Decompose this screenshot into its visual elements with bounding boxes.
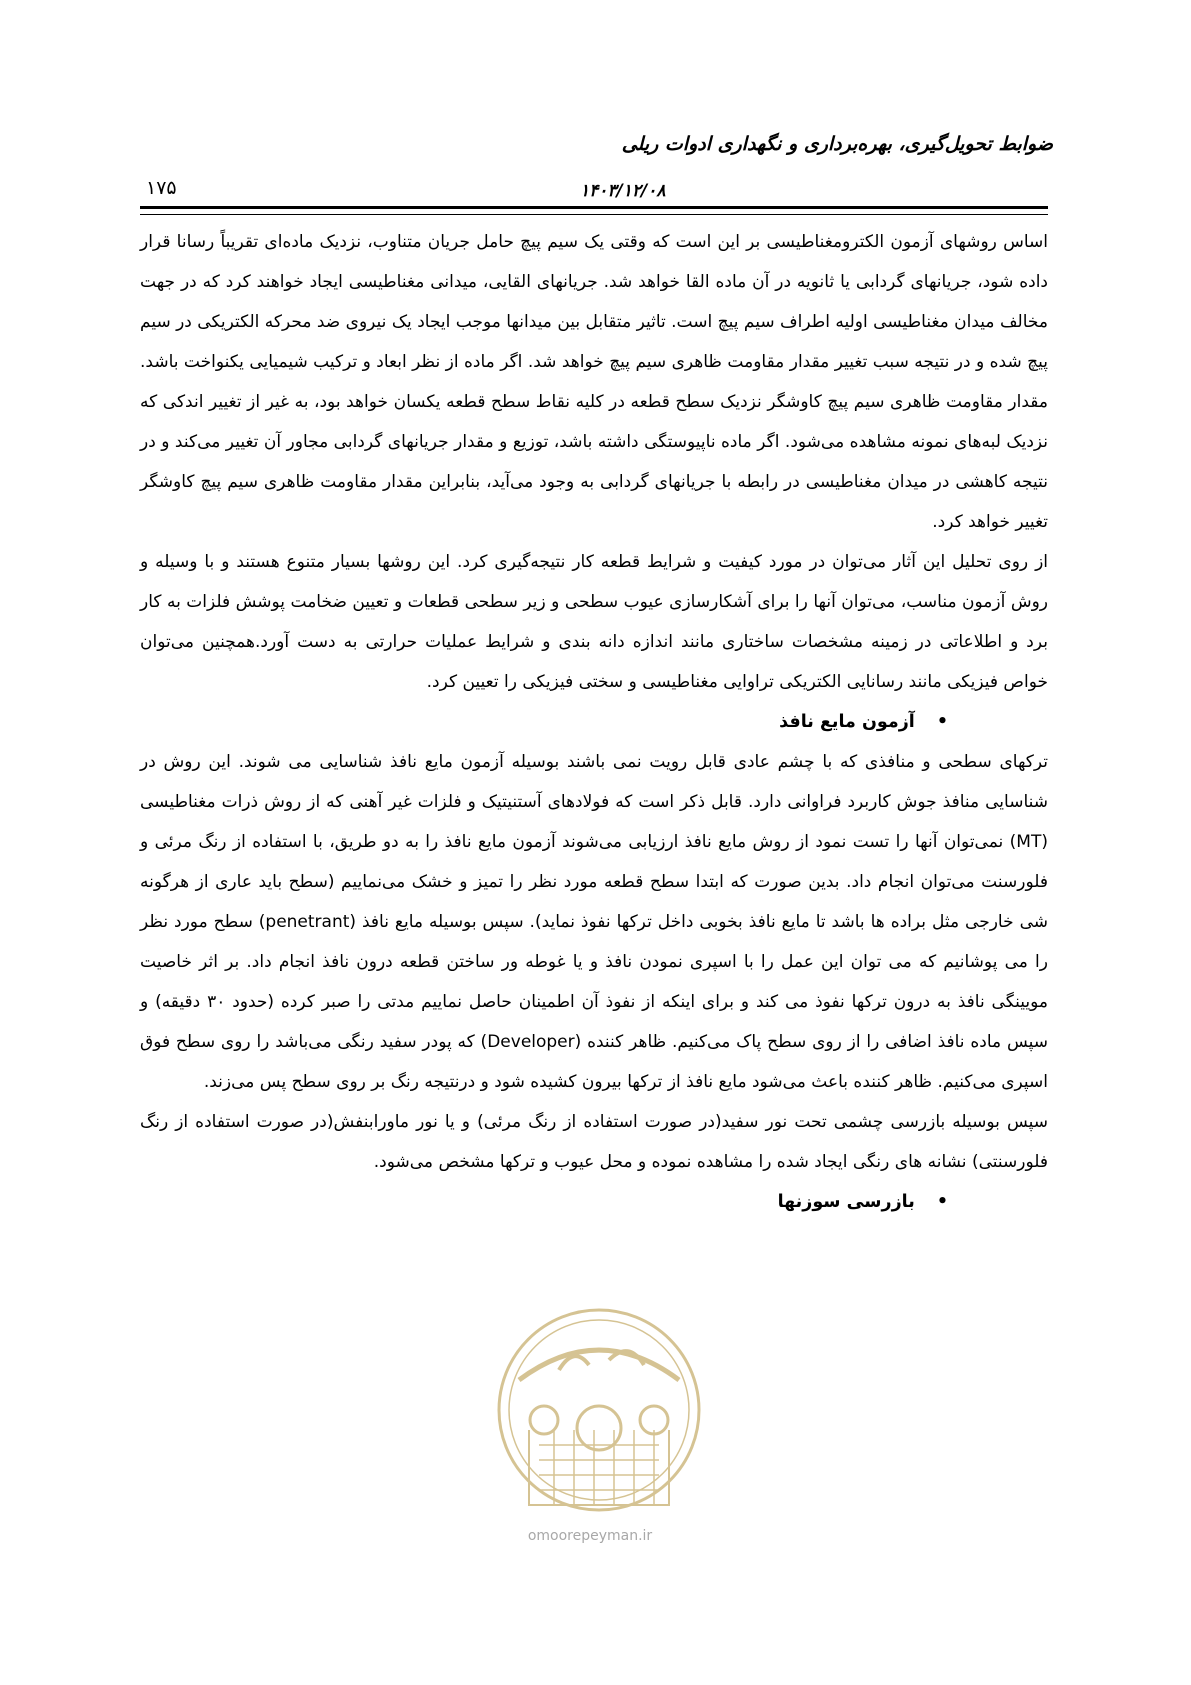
watermark-url: omoorepeyman.ir <box>527 1528 653 1544</box>
paragraph-electromagnetic-basis: اساس روشهای آزمون الکترومغناطیسی بر این است که وقتی یک سیم پیچ حامل جریان متناوب، نزدیک ماده‌ای تقریباً رسانا قرار داده شود، جریانهای گردابی یا ثانویه در آن ماده القا خواهد شد. جریانهای القایی، میدانی مغناطیسی ایجاد خواهند کرد که در جهت مخالف میدان مغناطیسی اولیه اطراف سیم پیچ است. تاثیر متقابل بین میدانها موجب ایجاد یک نیروی ضد محرکه الکتریکی در سیم پیچ شده و در نتیجه سبب تغییر مقدار مقاومت ظاهری سیم پیچ خواهد شد. اگر ماده از نظر ابعاد و ترکیب شیمیایی یکنواخت باشد. مقدار مقاومت ظاهری سیم پیچ کاوشگر نزدیک سطح قطعه در کلیه نقاط سطح قطعه یکسان خواهد بود، به غیر از تغییر اندکی که نزدیک لبه‌های نمونه مشاهده می‌شود. اگر ماده ناپیوستگی داشته باشد، توزیع و مقدار جریانهای گردابی مجاور آن تغییر می‌کند و در نتیجه کاهشی در میدان مغناطیسی در رابطه با جریانهای گردابی به وجود می‌آید، بنابراین مقدار مقاومت ظاهری سیم پیچ کاوشگر تغییر خواهد کرد. <box>140 232 1048 532</box>
page-body <box>140 222 1048 1222</box>
watermark-logo <box>489 1300 709 1550</box>
section-heading-penetrant-test <box>140 702 1048 742</box>
bullet-icon: • <box>936 1192 948 1212</box>
paragraph-visual-inspection: سپس بوسیله بازرسی چشمی تحت نور سفید(در صورت استفاده از رنگ مرئی) و یا نور ماورابنفش(در صورت استفاده از رنگ فلورسنتی) نشانه های رنگی ایجاد شده را مشاهده نموده و محل عیوب و ترکها مشخص می‌شود. <box>140 1112 1048 1172</box>
header-rule-thin <box>140 214 1048 215</box>
header-rule-thick <box>140 206 1048 209</box>
paragraph-penetrant-method: ترکهای سطحی و منافذی که با چشم عادی قابل رویت نمی باشند بوسیله آزمون مایع نافذ شناسایی می شوند. این روش در شناسایی منافذ جوش کاربرد فراوانی دارد. قابل ذکر است که فولادهای آستنیتیک و فلزات غیر آهنی که از روش ذرات مغناطیسی (MT) نمی‌توان آنها را تست نمود از روش مایع نافذ ارزیابی می‌شوند آزمون مایع نافذ را به دو طریق، با استفاده از رنگ مرئی و فلورسنت می‌توان انجام داد. بدین صورت که ابتدا سطح قطعه مورد نظر را تمیز و خشک می‌نماییم (سطح باید عاری از هرگونه شی خارجی مثل براده ها باشد تا مایع نافذ بخوبی داخل ترکها نفوذ نماید). سپس بوسیله مایع نافذ (penetrant) سطح مورد نظر را می پوشانیم که می توان این عمل را با اسپری نمودن نافذ و یا غوطه ور ساختن قطعه درون نافذ انجام داد. بر اثر خاصیت مویینگی نافذ به درون ترکها نفوذ می کند و برای اینکه از نفوذ آن اطمینان حاصل نماییم مدتی را صبر کرده (حدود ۳۰ دقیقه) و سپس ماده نافذ اضافی را از روی سطح پاک می‌کنیم. ظاهر کننده (Developer) که پودر سفید رنگی می‌باشد را روی سطح فوق اسپری می‌کنیم. ظاهر کننده باعث می‌شود مایع نافذ از ترکها بیرون کشیده شود و درنتیجه رنگ بر روی سطح پس می‌زند. <box>140 752 1048 1092</box>
section-heading-text: بازرسی سوزنها <box>777 1192 915 1212</box>
section-heading-needle-inspection <box>140 1182 1048 1222</box>
document-date: ۱۴۰۳/۱۲/۰۸ <box>580 181 666 201</box>
paragraph-analysis: از روی تحلیل این آثار می‌توان در مورد کیفیت و شرایط قطعه کار نتیجه‌گیری کرد. این روشها بسیار متنوع هستند و با وسیله و روش آزمون مناسب، می‌توان آنها را برای آشکارسازی عیوب سطحی و زیر سطحی قطعات و تعیین ضخامت پوشش فلزات به کار برد و اطلاعاتی در زمینه مشخصات ساختاری مانند اندازه دانه بندی و شرایط عملیات حرارتی به دست آورد.همچنین می‌توان خواص فیزیکی مانند رسانایی الکتریکی تراوایی مغناطیسی و سختی فیزیکی را تعیین کرد. <box>140 552 1048 692</box>
section-heading-text: آزمون مایع نافذ <box>779 712 915 732</box>
page-number: ۱۷۵ <box>146 177 177 199</box>
bullet-icon: • <box>936 712 948 732</box>
document-title: ضوابط تحویل‌گیری، بهره‌برداری و نگهداری ادوات ریلی <box>621 133 1053 155</box>
